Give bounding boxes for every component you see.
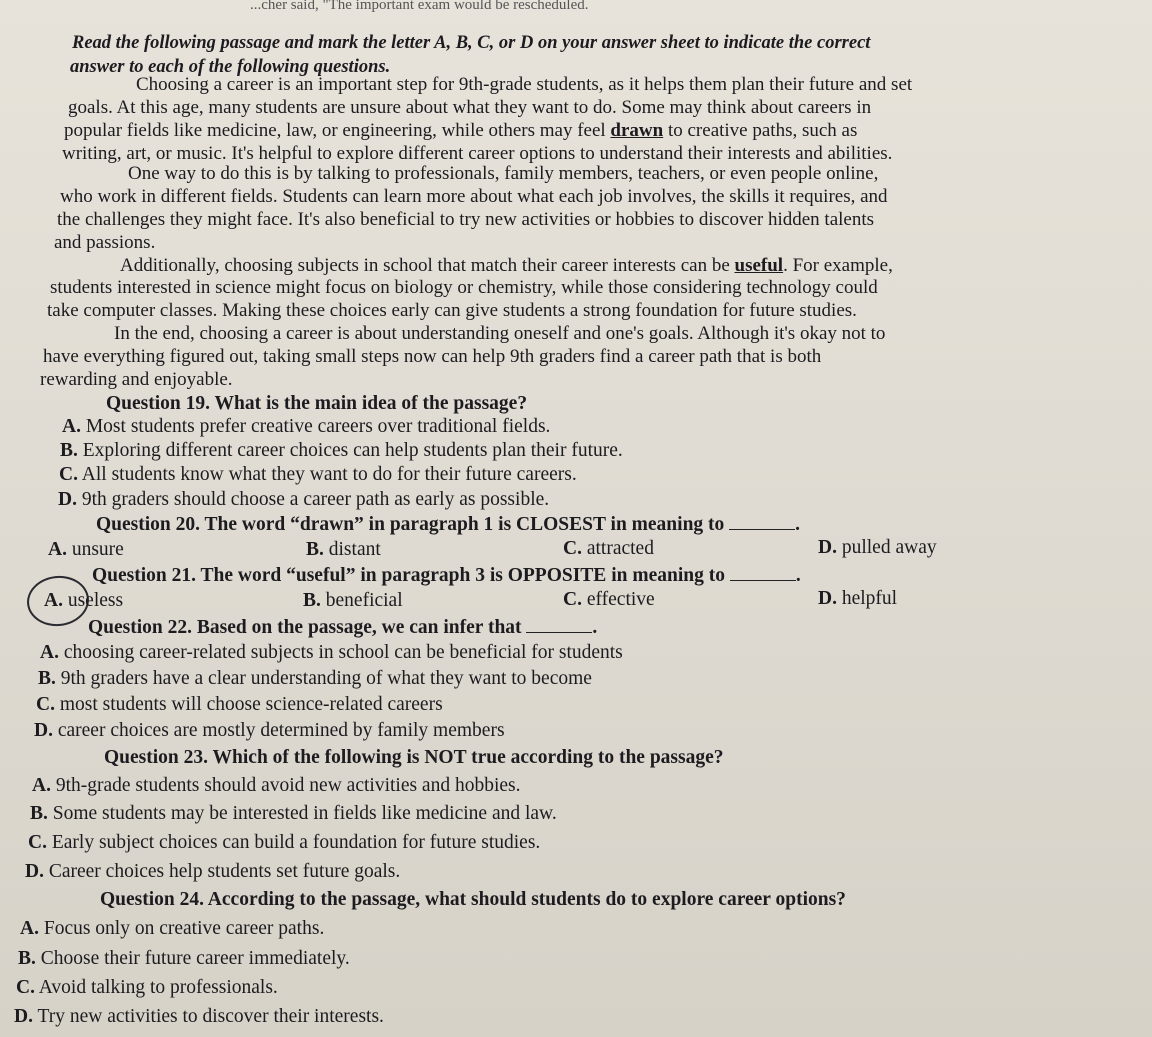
question-23-option-a[interactable]: A. 9th-grade students should avoid new activities and hobbies. — [32, 775, 521, 796]
question-24-option-b[interactable]: B. Choose their future career immediately. — [18, 948, 350, 969]
question-21-option-b[interactable]: B. beneficial — [303, 590, 403, 611]
question-22-option-c[interactable]: C. most students will choose science-related careers — [36, 694, 443, 715]
passage-p2-line-4: and passions. — [54, 232, 156, 253]
question-21-option-c[interactable]: C. effective — [563, 589, 655, 610]
question-23-stem: Question 23. Which of the following is NOT true according to the passage? — [104, 747, 724, 768]
question-21-option-a[interactable]: A. useless — [44, 590, 124, 611]
passage-p3-line-2: students interested in science might focus on biology or chemistry, while those considering technology could — [50, 277, 878, 298]
question-24-option-d[interactable]: D. Try new activities to discover their interests. — [14, 1006, 384, 1027]
question-24-option-c[interactable]: C. Avoid talking to professionals. — [16, 977, 278, 998]
question-22-stem: Question 22. Based on the passage, we can infer that . — [88, 617, 598, 638]
passage-p4-line-1: In the end, choosing a career is about understanding oneself and one's goals. Although it's okay not to — [114, 323, 886, 344]
question-21-option-d[interactable]: D. helpful — [818, 588, 898, 609]
passage-p4-line-3: rewarding and enjoyable. — [40, 369, 233, 390]
question-24-stem: Question 24. According to the passage, what should students do to explore career options? — [100, 889, 846, 910]
question-19-option-b[interactable]: B. Exploring different career choices can help students plan their future. — [60, 440, 623, 461]
question-22-option-a[interactable]: A. choosing career-related subjects in school can be beneficial for students — [40, 642, 623, 663]
question-23-option-c[interactable]: C. Early subject choices can build a foundation for future studies. — [28, 832, 541, 853]
question-19-option-c[interactable]: C. All students know what they want to do for their future careers. — [59, 464, 577, 485]
instructions-line-2: answer to each of the following questions. — [70, 57, 391, 77]
answer-blank — [730, 564, 796, 581]
question-24-option-a[interactable]: A. Focus only on creative career paths. — [20, 918, 325, 939]
question-20-option-c[interactable]: C. attracted — [563, 538, 654, 559]
instructions-line-1: Read the following passage and mark the letter A, B, C, or D on your answer sheet to indicate the correct — [72, 33, 871, 53]
answer-blank — [729, 513, 795, 530]
question-19-option-a[interactable]: A. Most students prefer creative careers over traditional fields. — [62, 416, 551, 437]
passage-p2-line-3: the challenges they might face. It's also beneficial to try new activities or hobbies to discover hidden talents — [57, 209, 875, 230]
passage-p1-line-3: popular fields like medicine, law, or engineering, while others may feel drawn to creative paths, such as — [64, 120, 858, 141]
passage-p2-line-2: who work in different fields. Students can learn more about what each job involves, the skills it requires, and — [60, 186, 888, 207]
passage-p1-line-1: Choosing a career is an important step for 9th-grade students, as it helps them plan their future and set — [136, 74, 913, 95]
question-20-option-a[interactable]: A. unsure — [48, 539, 124, 560]
question-20-stem: Question 20. The word “drawn” in paragraph 1 is CLOSEST in meaning to . — [96, 514, 801, 535]
question-22-option-d[interactable]: D. career choices are mostly determined by family members — [34, 720, 505, 741]
question-21-stem: Question 21. The word “useful” in paragraph 3 is OPPOSITE in meaning to . — [92, 565, 801, 586]
passage-p1-line-2: goals. At this age, many students are unsure about what they want to do. Some may think about careers in — [68, 97, 872, 118]
question-20-option-b[interactable]: B. distant — [306, 539, 381, 560]
passage-p3-line-1: Additionally, choosing subjects in school that match their career interests can be useful. For example, — [120, 255, 893, 276]
word-useful: useful — [734, 255, 784, 276]
passage-p1-line-4: writing, art, or music. It's helpful to explore different career options to understand their interests and abilities. — [62, 143, 893, 164]
word-drawn: drawn — [610, 120, 664, 141]
passage-p2-line-1: One way to do this is by talking to professionals, family members, teachers, or even people online, — [128, 163, 879, 184]
passage-p3-line-3: take computer classes. Making these choices early can give students a strong foundation for future studies. — [47, 300, 857, 321]
header-fragment: ...cher said, "The important exam would be rescheduled. — [250, 0, 589, 13]
answer-blank — [526, 616, 592, 633]
passage-p4-line-2: have everything figured out, taking small steps now can help 9th graders find a career path that is both — [43, 346, 822, 367]
question-22-option-b[interactable]: B. 9th graders have a clear understanding of what they want to become — [38, 668, 592, 689]
question-20-option-d[interactable]: D. pulled away — [818, 537, 937, 558]
question-23-option-d[interactable]: D. Career choices help students set future goals. — [25, 861, 401, 882]
question-23-option-b[interactable]: B. Some students may be interested in fields like medicine and law. — [30, 803, 557, 824]
question-19-option-d[interactable]: D. 9th graders should choose a career path as early as possible. — [58, 489, 550, 510]
question-19-stem: Question 19. What is the main idea of the passage? — [106, 393, 528, 414]
